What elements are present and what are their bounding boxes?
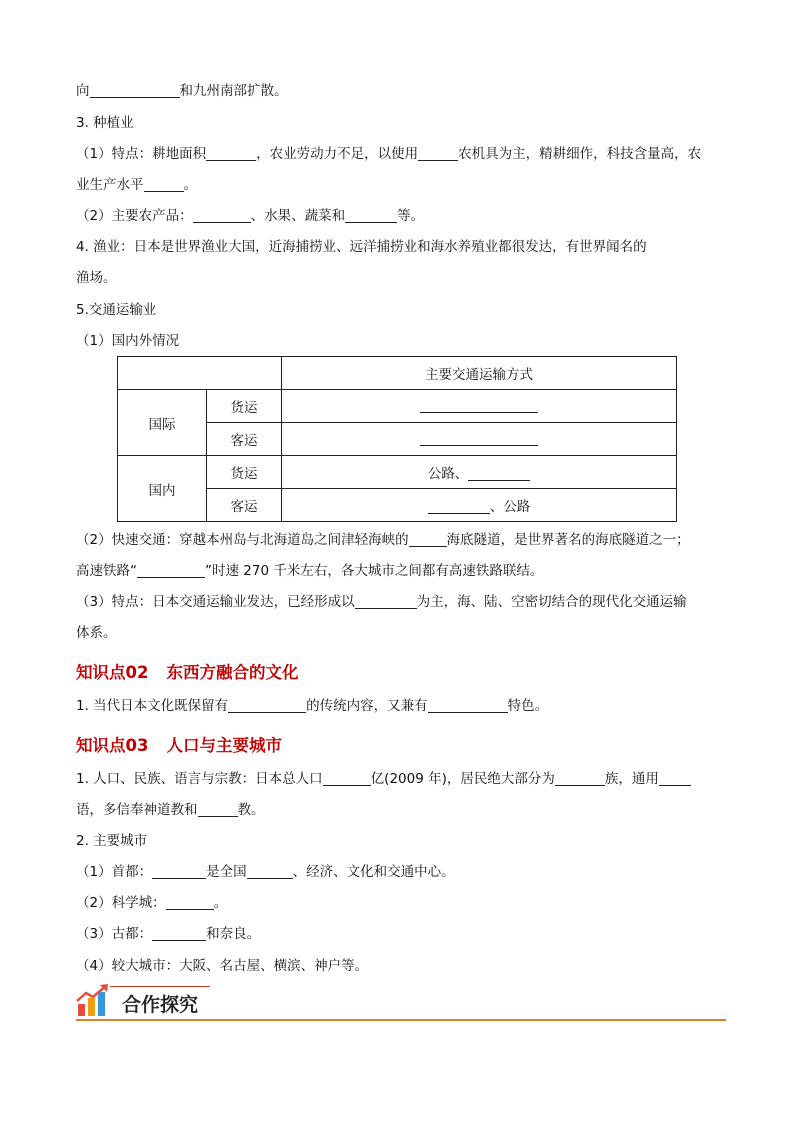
text-line: （3）古都： 和奈良。 <box>76 926 261 942</box>
row-label-domestic: 国内 <box>118 456 207 522</box>
table-row <box>118 390 677 423</box>
answer-blank[interactable] <box>345 208 397 223</box>
answer-cell <box>282 423 677 456</box>
answer-blank[interactable] <box>555 771 605 786</box>
table-row <box>118 357 677 390</box>
icon-bar <box>98 992 105 1016</box>
footer-divider <box>76 1019 726 1021</box>
text-line: 1. 人口、民族、语言与宗教：日本总人口 亿(2009 年)，居民绝大部分为 族，通用 <box>76 770 691 788</box>
answer-blank[interactable] <box>247 864 293 879</box>
text-line: （1）首都： 是全国 、经济、文化和交通中心。 <box>76 864 455 880</box>
section-banner-title: 合作探究 <box>122 994 199 1016</box>
answer-blank[interactable] <box>152 864 206 879</box>
section-heading: 知识点02 东西方融合的文化 <box>76 663 299 682</box>
section-subtitle: 5.交通运输业 <box>76 302 157 318</box>
text-line: 语，多信奉神道教和 教。 <box>76 802 265 818</box>
table-row <box>118 456 677 489</box>
text-line: 高速铁路“ ”时速 270 千米左右，各大城市之间都有高速铁路联结。 <box>76 563 544 579</box>
answer-blank[interactable] <box>228 698 306 713</box>
cell-freight: 货运 <box>207 456 282 489</box>
answer-blank[interactable] <box>468 466 530 481</box>
text-line: （2）快速交通：穿越本州岛与北海道岛之间津轻海峡的 海底隧道，是世界著名的海底隧道之一； <box>76 532 690 548</box>
answer-blank[interactable] <box>144 177 184 192</box>
text-line: （2）科学城： 。 <box>76 895 228 911</box>
answer-blank[interactable] <box>428 698 508 713</box>
table-cell-empty <box>118 357 282 390</box>
table-header: 主要交通运输方式 <box>282 357 677 390</box>
icon-bar <box>88 998 95 1016</box>
answer-blank[interactable] <box>198 802 238 817</box>
answer-blank[interactable] <box>428 499 490 514</box>
text-line: （3）特点：日本交通运输业发达，已经形成以 为主，海、陆、空密切结合的现代化交通运输 <box>76 594 687 610</box>
answer-blank[interactable] <box>418 146 458 161</box>
section-heading: 知识点03 人口与主要城市 <box>76 736 282 755</box>
answer-blank[interactable] <box>193 208 251 223</box>
answer-blank[interactable] <box>409 532 447 547</box>
cell-passenger: 客运 <box>207 489 282 522</box>
answer-cell: 、公路 <box>282 489 677 522</box>
section-subtitle: 3. 种植业 <box>76 115 134 131</box>
answer-cell: 公路、 <box>282 456 677 489</box>
answer-blank[interactable] <box>355 594 417 609</box>
text-line: （1）国内外情况 <box>76 333 180 349</box>
text-line: 渔场。 <box>76 270 117 286</box>
text-line: 1. 当代日本文化既保留有 的传统内容，又兼有 特色。 <box>76 698 549 714</box>
answer-blank[interactable] <box>90 83 180 98</box>
answer-blank[interactable] <box>420 398 538 413</box>
text-line: （2）主要农产品： 、水果、蔬菜和 等。 <box>76 208 425 224</box>
text-line: 4. 渔业：日本是世界渔业大国，近海捕捞业、远洋捕捞业和海水养殖业都很发达，有世界闻名的 <box>76 239 647 255</box>
answer-blank[interactable] <box>659 771 691 786</box>
cell-passenger: 客运 <box>207 423 282 456</box>
transport-table <box>117 356 677 522</box>
text-line: （1）特点：耕地面积 ，农业劳动力不足，以使用 农机具为主，精耕细作，科技含量高，农 <box>76 146 702 162</box>
icon-bar <box>78 1004 85 1016</box>
text-line: 体系。 <box>76 625 117 641</box>
answer-blank[interactable] <box>152 926 206 941</box>
answer-blank[interactable] <box>137 563 205 578</box>
cell-freight: 货运 <box>207 390 282 423</box>
text-line: 业生产水平 。 <box>76 177 197 193</box>
answer-blank[interactable] <box>420 431 538 446</box>
footer-accent-line <box>110 986 210 987</box>
section-subtitle: 2. 主要城市 <box>76 833 148 849</box>
answer-blank[interactable] <box>206 146 256 161</box>
text-line: （4）较大城市：大阪、名古屋、横滨、神户等。 <box>76 958 369 974</box>
chart-growth-icon <box>76 984 112 1018</box>
answer-blank[interactable] <box>323 771 371 786</box>
text-line: 向 和九州南部扩散。 <box>76 83 288 99</box>
answer-cell <box>282 390 677 423</box>
answer-blank[interactable] <box>166 895 214 910</box>
row-label-international: 国际 <box>118 390 207 456</box>
